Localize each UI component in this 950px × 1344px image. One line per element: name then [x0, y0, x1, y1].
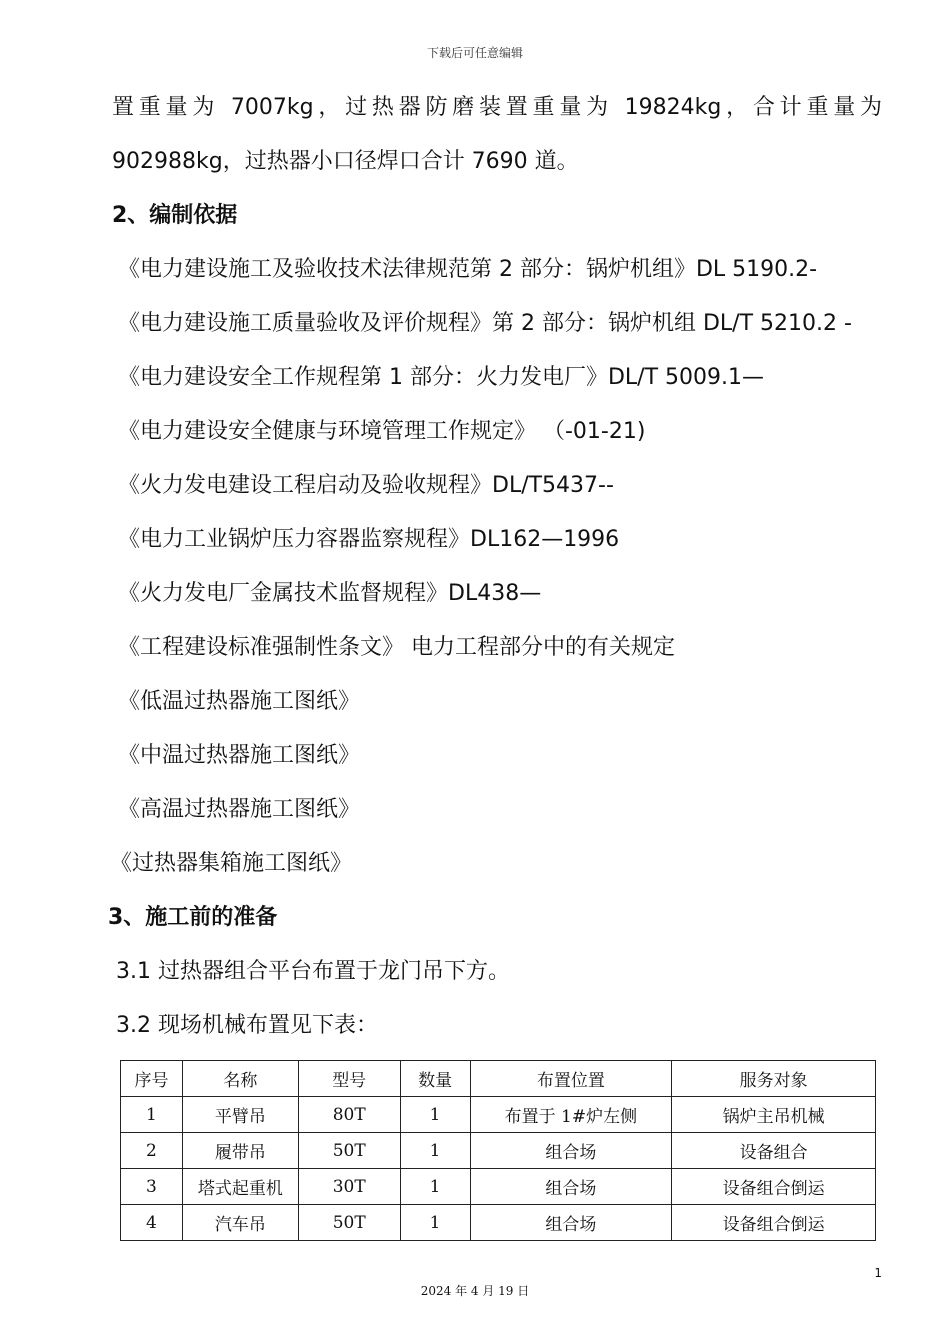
table-cell: 设备组合倒运	[672, 1169, 876, 1205]
reference-item: 《火力发电建设工程启动及验收规程》DL/T5437--	[118, 473, 614, 498]
table-cell: 设备组合倒运	[672, 1205, 876, 1241]
table-cell: 组合场	[470, 1205, 672, 1241]
table-cell: 汽车吊	[182, 1205, 298, 1241]
table-row	[121, 1133, 876, 1169]
section-2-title: 2、编制依据	[112, 203, 238, 228]
reference-item: 《电力建设施工及验收技术法律规范第 2 部分：锅炉机组》DL 5190.2-	[118, 257, 818, 282]
table-row	[121, 1169, 876, 1205]
intro-line-1: 置重量为 7007kg，过热器防磨装置重量为 19824kg，合计重量为	[112, 95, 882, 120]
reference-item: 《电力建设施工质量验收及评价规程》第 2 部分：锅炉机组 DL/T 5210.2 -	[118, 311, 852, 336]
table-cell: 塔式起重机	[182, 1169, 298, 1205]
table-cell: 30T	[298, 1169, 400, 1205]
column-header: 名称	[182, 1061, 298, 1097]
table-cell: 4	[121, 1205, 183, 1241]
table-cell: 布置于 1#炉左侧	[470, 1097, 672, 1133]
reference-item: 《电力工业锅炉压力容器监察规程》DL162—1996	[118, 527, 620, 552]
paragraph-3-2: 3.2 现场机械布置见下表：	[116, 1013, 378, 1038]
table-cell: 平臂吊	[182, 1097, 298, 1133]
table-cell: 设备组合	[672, 1133, 876, 1169]
reference-item: 《低温过热器施工图纸》	[118, 689, 361, 714]
table-cell: 50T	[298, 1133, 400, 1169]
column-header: 服务对象	[672, 1061, 876, 1097]
table-cell: 组合场	[470, 1133, 672, 1169]
column-header: 数量	[400, 1061, 470, 1097]
reference-item: 《工程建设标准强制性条文》 电力工程部分中的有关规定	[118, 635, 675, 660]
column-header: 型号	[298, 1061, 400, 1097]
reference-item: 《火力发电厂金属技术监督规程》DL438—	[118, 581, 542, 606]
table-header-row	[121, 1061, 876, 1097]
table-cell: 组合场	[470, 1169, 672, 1205]
column-header: 序号	[121, 1061, 183, 1097]
table-cell: 3	[121, 1169, 183, 1205]
table-cell: 1	[121, 1097, 183, 1133]
page-number: 1	[874, 1266, 882, 1280]
table-cell: 2	[121, 1133, 183, 1169]
reference-item: 《电力建设安全健康与环境管理工作规定》 （-01-21)	[118, 419, 646, 444]
section-3-title: 3、施工前的准备	[108, 905, 278, 930]
table-cell: 50T	[298, 1205, 400, 1241]
intro-line-2: 902988kg，过热器小口径焊口合计 7690 道。	[112, 149, 579, 174]
table-cell: 履带吊	[182, 1133, 298, 1169]
equipment-table	[120, 1060, 876, 1241]
table-row	[121, 1097, 876, 1133]
reference-item: 《中温过热器施工图纸》	[118, 743, 361, 768]
reference-item: 《过热器集箱施工图纸》	[110, 851, 353, 876]
table-cell: 1	[400, 1133, 470, 1169]
table-cell: 1	[400, 1097, 470, 1133]
table-row	[121, 1205, 876, 1241]
column-header: 布置位置	[470, 1061, 672, 1097]
table-cell: 80T	[298, 1097, 400, 1133]
reference-item: 《电力建设安全工作规程第 1 部分：火力发电厂》DL/T 5009.1—	[118, 365, 765, 390]
table-cell: 锅炉主吊机械	[672, 1097, 876, 1133]
footer-date: 2024 年 4 月 19 日	[420, 1284, 530, 1298]
page-header: 下载后可任意编辑	[426, 46, 523, 60]
table-cell: 1	[400, 1169, 470, 1205]
paragraph-3-1: 3.1 过热器组合平台布置于龙门吊下方。	[116, 959, 510, 984]
table-cell: 1	[400, 1205, 470, 1241]
reference-item: 《高温过热器施工图纸》	[118, 797, 361, 822]
